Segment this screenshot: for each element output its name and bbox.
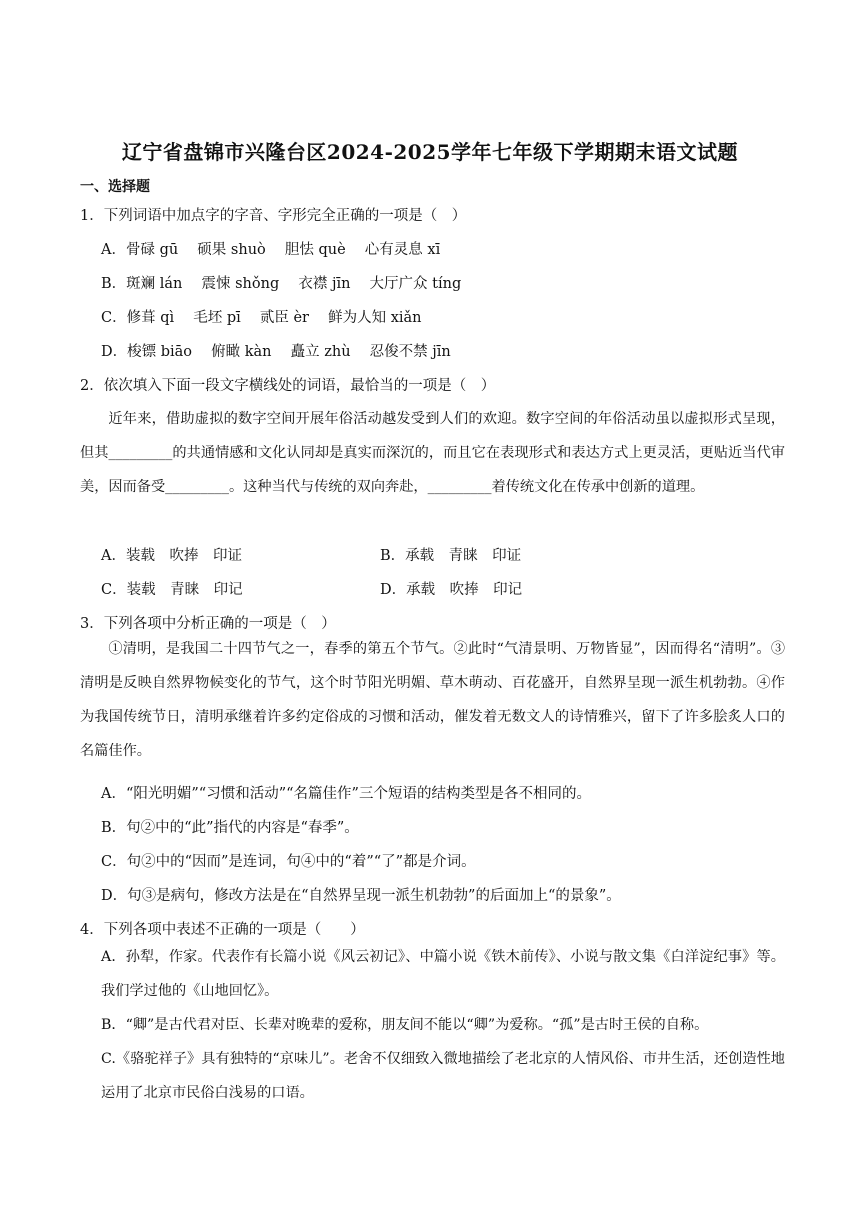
question-1-option-a: A．骨碌 gū 硕果 shuò 胆怯 què 心有灵息 xī [101,242,441,258]
question-3-option-a: A．“阳光明媚”“习惯和活动”“名篇佳作”三个短语的结构类型是各不相同的。 [101,786,591,802]
question-1-option-b: B．斑斓 lán 震悚 shǒng 衣襟 jīn 大厅广众 tíng [101,276,462,292]
section-heading: 一、选择题 [80,179,150,195]
question-1-option-d: D．梭镖 biāo 俯瞰 kàn 矗立 zhù 忍俊不禁 jīn [101,344,451,360]
question-3-stem: 3．下列各项中分析正确的一项是（ ） [80,616,336,632]
question-3-option-d: D．句③是病句，修改方法是在“自然界呈现一派生机勃勃”的后面加上“的景象”。 [101,888,621,904]
question-2-option-a: A．装载 吹捧 印证 [101,548,242,564]
question-2-passage: 近年来，借助虚拟的数字空间开展年俗活动越发受到人们的欢迎。数字空间的年俗活动虽以虚拟形式呈现，但其_________的共通情感和文化认同却是真实而深沉的，而且它在表现形式和表达方式上更灵活，更贴近当代审美，因而备受_________。这种当代与传统的双向奔赴，_________着传统文化在传承中创新的道理。 [80,411,785,495]
question-1-option-c: C．修葺 qì 毛坯 pī 贰臣 èr 鲜为人知 xiǎn [101,310,422,326]
question-4-option-b: B．“卿”是古代君对臣、长辈对晚辈的爱称，朋友间不能以“卿”为爱称。“孤”是古时王侯的自称。 [101,1017,709,1033]
question-4-stem: 4．下列各项中表述不正确的一项是（ ） [80,922,365,938]
question-3-option-c: C．句②中的“因而”是连词，句④中的“着”“了”都是介词。 [101,854,476,870]
question-3-option-b: B．句②中的“此”指代的内容是“春季”。 [101,820,359,836]
question-2-stem: 2．依次填入下面一段文字横线处的词语，最恰当的一项是（ ） [80,378,496,394]
question-2-option-d: D．承载 吹捧 印记 [380,582,523,598]
page-title: 辽宁省盘锦市兴隆台区2024-2025学年七年级下学期期末语文试题 [121,140,739,164]
question-3-passage: ①清明，是我国二十四节气之一，春季的第五个节气。②此时“气清景明、万物皆显”，因而得名“清明”。③清明是反映自然界物候变化的节气，这个时节阳光明媚、草木萌动、百花盛开，自然界呈现一派生机勃勃。④作为我国传统节日，清明承继着许多约定俗成的习惯和活动，催发着无数文人的诗情雅兴，留下了许多脍炙人口的名篇佳作。 [80,641,786,759]
question-1-stem: 1．下列词语中加点字的字音、字形完全正确的一项是（ ） [80,208,467,224]
question-2-option-b: B．承载 青睐 印证 [380,548,522,564]
question-4-option-a: A．孙犁，作家。代表作有长篇小说《风云初记》、中篇小说《铁木前传》、小说与散文集《白洋淀纪事》等。我们学过他的《山地回忆》。 [101,949,785,999]
question-4-option-c: C.《骆驼祥子》具有独特的“京味儿”。老舍不仅细致入微地描绘了老北京的人情风俗、市井生活，还创造性地运用了北京市民俗白浅易的口语。 [101,1051,785,1101]
question-2-option-c: C．装载 青睐 印记 [101,582,243,598]
